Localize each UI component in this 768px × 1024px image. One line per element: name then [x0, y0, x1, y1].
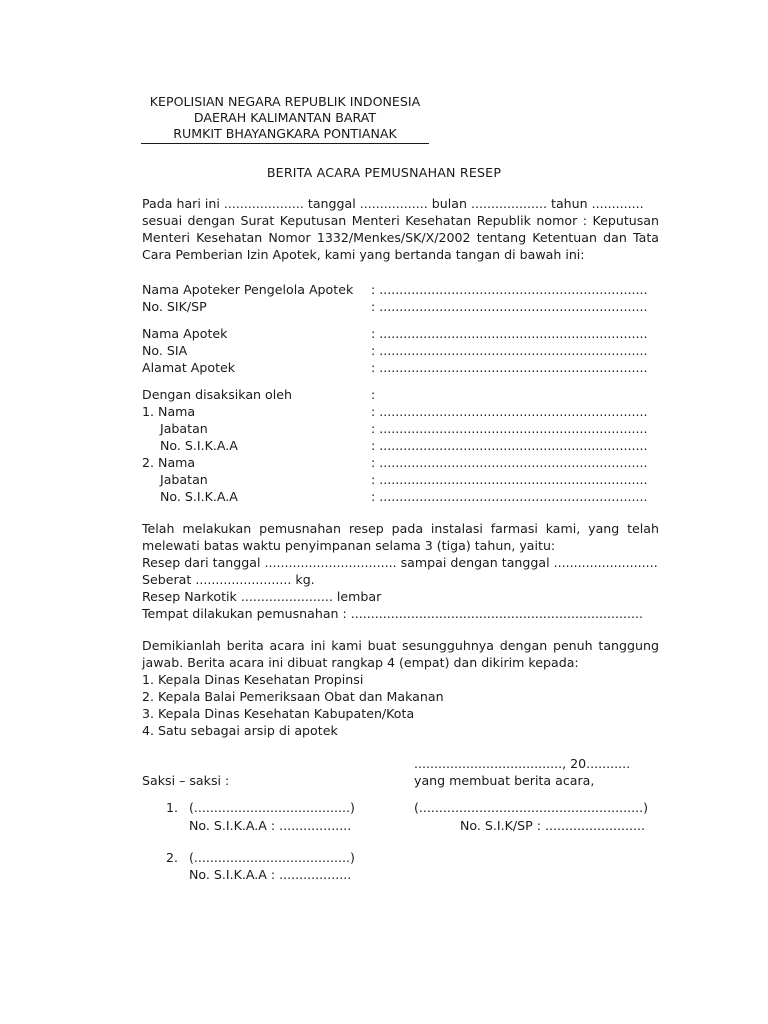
- recipient-item: 1. Kepala Dinas Kesehatan Propinsi: [142, 672, 364, 687]
- letterhead-line-3: RUMKIT BHAYANGKARA PONTIANAK: [141, 126, 429, 144]
- document-title: BERITA ACARA PEMUSNAHAN RESEP: [266, 165, 502, 180]
- field-label: No. SIK/SP: [142, 299, 207, 314]
- recipient-item: 3. Kepala Dinas Kesehatan Kabupaten/Kota: [142, 706, 415, 721]
- closing-line-1: Demikianlah berita acara ini kami buat sesungguhnya dengan penuh tanggung: [142, 638, 659, 653]
- saksi-1-number: 1.: [166, 800, 179, 815]
- intro-line-4: Cara Pemberian Izin Apotek, kami yang bertanda tangan di bawah ini:: [142, 247, 585, 262]
- execution-line-4: Seberat ........................ kg.: [142, 572, 315, 587]
- execution-line-1: Telah melakukan pemusnahan resep pada instalasi farmasi kami, yang telah: [142, 521, 659, 536]
- field-label: No. S.I.K.A.A: [160, 489, 238, 504]
- saksi-2-signature: (.......................................): [189, 850, 355, 865]
- saksi-2-number: 2.: [166, 850, 179, 865]
- intro-line-2: sesuai dengan Surat Keputusan Menteri Kesehatan Republik nomor : Keputusan: [142, 213, 659, 228]
- closing-line-2: jawab. Berita acara ini dibuat rangkap 4 (empat) dan dikirim kepada:: [142, 655, 579, 670]
- field-witness1-nama: [142, 403, 672, 420]
- field-value: : ...................................................................: [371, 455, 648, 470]
- field-value: : ...................................................................: [371, 421, 648, 436]
- intro-paragraph: [142, 195, 659, 263]
- field-value: : ...................................................................: [371, 489, 648, 504]
- field-sia: [142, 342, 672, 359]
- execution-line-2: melewati batas waktu penyimpanan selama 3 (tiga) tahun, yaitu:: [142, 538, 556, 553]
- field-label: No. S.I.K.A.A: [160, 438, 238, 453]
- saksi-2-sikaa: No. S.I.K.A.A : ..................: [189, 867, 352, 882]
- intro-line-1: Pada hari ini .................... tanggal ................. bulan ................... tahun .............: [142, 196, 644, 211]
- signature-date-line: ....................................., 20...........: [414, 756, 631, 771]
- field-label: Dengan disaksikan oleh: [142, 387, 292, 402]
- saksi-label: Saksi – saksi :: [142, 773, 230, 788]
- field-label: Jabatan: [160, 472, 208, 487]
- recipient-item: 2. Kepala Balai Pemeriksaan Obat dan Makanan: [142, 689, 444, 704]
- field-witness2-jabatan: [142, 471, 672, 488]
- execution-paragraph: [142, 520, 659, 622]
- field-value: : ...................................................................: [371, 360, 648, 375]
- execution-line-3: Resep dari tanggal ................................. sampai dengan tanggal ..........................: [142, 555, 658, 570]
- field-sik: [142, 298, 672, 315]
- closing-paragraph: [142, 637, 659, 739]
- field-witness1-jabatan: [142, 420, 672, 437]
- field-apoteker: [142, 281, 672, 298]
- field-value: : ...................................................................: [371, 326, 648, 341]
- field-value: : ...................................................................: [371, 299, 648, 314]
- field-label: Nama Apoteker Pengelola Apotek: [142, 282, 354, 297]
- field-nama-apotek: [142, 325, 672, 342]
- letterhead: [141, 94, 429, 144]
- field-value: : ...................................................................: [371, 404, 648, 419]
- field-label: 2. Nama: [142, 455, 196, 470]
- maker-sik: No. S.I.K/SP : .........................: [460, 818, 646, 833]
- field-label: Jabatan: [160, 421, 208, 436]
- letterhead-line-2: DAERAH KALIMANTAN BARAT: [193, 110, 377, 125]
- field-label: 1. Nama: [142, 404, 196, 419]
- field-witness2-nama: [142, 454, 672, 471]
- field-value: : ...................................................................: [371, 343, 648, 358]
- field-label: Nama Apotek: [142, 326, 228, 341]
- field-label: Alamat Apotek: [142, 360, 236, 375]
- maker-label: yang membuat berita acara,: [414, 773, 595, 788]
- intro-line-3: Menteri Kesehatan Nomor 1332/Menkes/SK/X/2002 tentang Ketentuan dan Tata: [142, 230, 659, 245]
- field-label: No. SIA: [142, 343, 188, 358]
- maker-signature: (........................................................): [414, 800, 649, 815]
- recipient-item: 4. Satu sebagai arsip di apotek: [142, 723, 338, 738]
- letterhead-line-1: KEPOLISIAN NEGARA REPUBLIK INDONESIA: [149, 94, 421, 109]
- field-value: : ...................................................................: [371, 282, 648, 297]
- field-value: : ...................................................................: [371, 472, 648, 487]
- field-value: : ...................................................................: [371, 438, 648, 453]
- field-witness2-sikaa: [142, 488, 672, 505]
- field-value: :: [371, 387, 376, 402]
- execution-line-5: Resep Narkotik ....................... lembar: [142, 589, 382, 604]
- field-alamat: [142, 359, 672, 376]
- saksi-1-sikaa: No. S.I.K.A.A : ..................: [189, 818, 352, 833]
- field-witness1-sikaa: [142, 437, 672, 454]
- field-disaksikan: [142, 386, 672, 403]
- execution-line-6: Tempat dilakukan pemusnahan : .........................................................................: [142, 606, 644, 621]
- saksi-1-signature: (.......................................): [189, 800, 355, 815]
